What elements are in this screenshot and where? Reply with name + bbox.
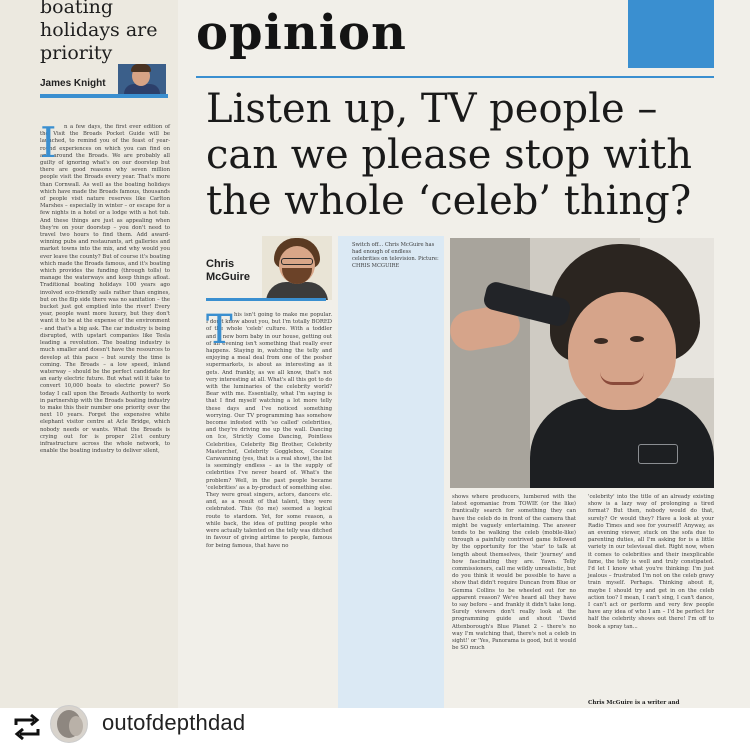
left-article-body: n a few days, the first ever edition of the Visit the Broads Pocket Guide will be launched, to remind you of the feast of year-round experiences on which you can find on and around the Broads. We are probably all guilty of ignoring what's on our doorstep but there are good reasons why seven million people visit the Broads every year. That's more than Cornwall. As well as the boating holidays which have made the Broads famous, thousands of people visit nature reserves like Carlton Marshes – especially in winter – or escape for a few nights in a hotel or a lodge with a hot tub. And these things are just as appealing when they're on your doorstep – you don't need to travel two hours to find them. Add award-winning pubs and restaurants, art galleries and market towns into the mix, and why would you ever leave the county? But of course it's boating which made the Broads famous, and it's boating which provides the funding (through tolls) to manage the waterways and keep things afloat. Traditional boating holidays 100 years ago involved eco-friendly sails rather than engines, but on the flip side there was no sanitation – the bucket just got emptied into the river! Every year, people want more luxury, but they don't want it to be at the expense of the environment – and that's a big ask. The car industry is being disrupted, with upstart companies like Tesla leading a revolution. The boating industry is much smaller and doesn't have the resources to develop at this pace – but surely the time is coming. The Broads – a low speed, inland waterway – should be the perfect candidate for an early electric future. But what will it take to convert 10,000 boats to electric power? So today I call upon the Broads Authority to work in partnership with the Broads boating industry to make this their number one priority over the next 10 years. Forget the expensive white elephant visitor centre at Acle Bridge, which nobody needs or wants. What the Broads is crying out for is proper 21st century infrastructure across the whole network, to enable the boating industry to deliver silent, [40,124,170,455]
article-dropcap: T [206,307,233,353]
author-photo [262,236,332,300]
left-column [0,0,178,708]
article-column-3: 'celebrity' into the title of an already existing show is a lazy way of prolonging a tired format? But then, nobody would do that, surely? Or would they? Have a look at your Radio Times and see for yourself! Anyway, as an evening viewer, stuck on the sofa due to parenting duties, all I'm asking for is a little variety in our televisual diet. Right now, when it comes to celebrities and their inexplicable fame, the telly is well and truly constipated. I'd let I know what you're thinking: I'm just jealous – frustrated I'm not on the celeb gravy train myself. Perhaps. Thinking about it, maybe I should try and get in on the celeb action too? I mean, I can't sing, I can't dance, I can't act or perform and very few people have any idea of who I am – I'd be perfect for half the celebrity shows out there! I'm off to book a spray tan... [588,494,714,630]
byline-rule [206,298,326,301]
repost-icon[interactable] [10,712,44,742]
left-author-photo [118,64,166,98]
left-byline-rule [40,94,168,98]
article-byline: Chris McGuire [206,258,251,283]
caption-panel [338,236,444,708]
headline-rule [196,76,714,78]
author-main-photo [450,238,714,488]
article-column-2: shows where producers, lumbered with the latest egomaniac from TOWIE (or the like) frantically search for something they can have the celeb do in front of the camera that might be vaguely entertaining. The answer tends to be walking the celeb (mobile-like) through a painfully contrived game followed by the opportunity for the 'star' to talk at length about themselves, their 'journey' and how fascinating they are. Yawn. Telly commissioners, call me wildly unrealistic, but do you think it would be possible to have a show that didn't require Duncan from Blue or Gemma Collins to be wheeled out for no apparent reason? We've heard all they have to say before – and frankly it didn't take long. Surely viewers don't really look at the programming guide and shout 'David Attenborough's Blue Planet 2 – there's no way I'm watching that, there's not a celeb in sight!' or 'Yes, Panorama is good, but it would be SO much [452,494,576,652]
user-avatar[interactable] [50,705,88,743]
article-headline: Listen up, TV people – can we please stop with the whole ‘celeb’ thing? [206,86,693,224]
left-byline: James Knight [40,78,106,89]
author-bio: Chris McGuire is a writer and [588,700,680,706]
left-dropcap: I [40,118,57,167]
masthead-blue-block [628,0,714,68]
photo-caption: Switch off... Chris McGuire has had enough of endless celebrities on television. Picture: CHRIS MCGUIRE [352,242,439,269]
article-column-1: his isn't going to make me popular. I don't know about you, but I'm totally BORED of the whole 'celeb' culture. With a toddler and a new born baby in our house, getting out of an evening isn't something that really ever happens. Staying in, watching the telly and enjoying a meal deal from one of the posher supermarkets, is about as interesting as it gets. And frankly, as we all know, that's not very interesting at all. What's all this got to do with the luminaries of the celebrity world? Bear with me. Essentially, what I'm saying is that I find myself watching a lot more telly these days and I've noticed something worrying. Our TV programming has somehow become infested with 'so called' celebrities, and they're driving me up the wall. Dancing on Ice, Strictly Come Dancing, Pointless Celebrities, Celebrity Big Brother, Celebrity Masterchef, Celebrity Gogglebox, Cocaine Caravanning (yes, that is a real show), the list is seemingly endless – as is the supply of celebrities I've never heard of. What's the problem? Well, in the past people became 'celebrities' as a by-product of something else. They were great singers, actors, dancers etc. and, as a result of that talent, they were celebrated. This (to me) seemed a logical route to stardom. Yet, for some reason, a while back, the idea of putting people who were actually talented on the telly was ditched in favour of giving airtime to people, famous for being famous, that have no [206,312,332,549]
section-title: opinion [196,5,407,61]
instagram-username[interactable]: outofdepthdad [102,710,246,735]
left-kicker-headline: boating holidays are priority [40,0,158,64]
